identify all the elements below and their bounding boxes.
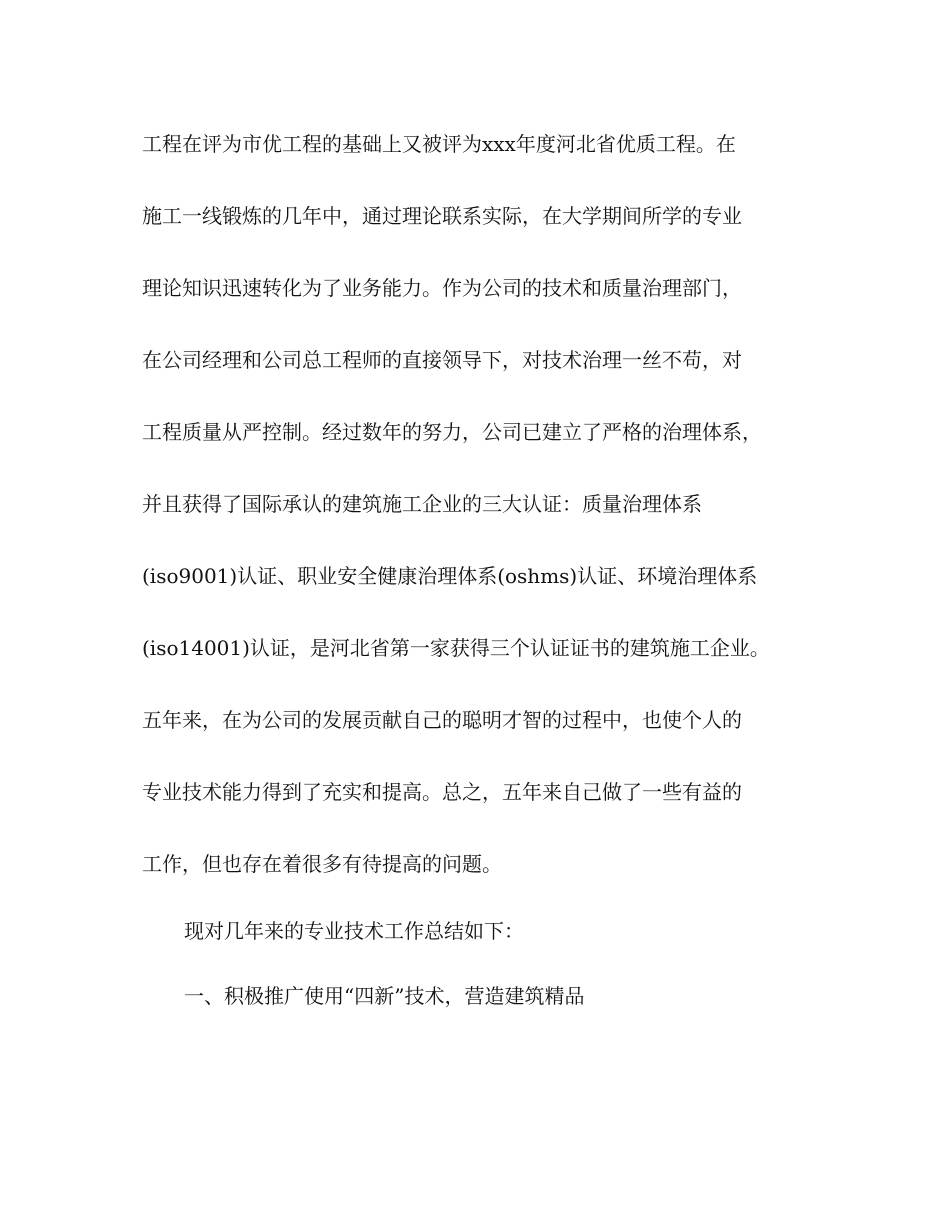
body-line-2: 施工一线锻炼的几年中，通过理论联系实际，在大学期间所学的专业 xyxy=(142,204,742,228)
body-line-8: (iso14001)认证，是河北省第一家获得三个认证证书的建筑施工企业。 xyxy=(142,636,770,660)
body-line-11: 工作，但也存在着很多有待提高的问题。 xyxy=(142,852,502,876)
section-heading: 一、积极推广使用“四新”技术，营造建筑精品 xyxy=(184,984,585,1008)
body-line-9: 五年来，在为公司的发展贡献自己的聪明才智的过程中，也使个人的 xyxy=(142,708,742,732)
body-line-7: (iso9001)认证、职业安全健康治理体系(oshms)认证、环境治理体系 xyxy=(142,564,758,588)
intro-line: 现对几年来的专业技术工作总结如下： xyxy=(184,919,524,943)
body-line-6: 并且获得了国际承认的建筑施工企业的三大认证：质量治理体系 xyxy=(142,492,702,516)
body-line-3: 理论知识迅速转化为了业务能力。作为公司的技术和质量治理部门， xyxy=(142,276,742,300)
body-line-1: 工程在评为市优工程的基础上又被评为xxx年度河北省优质工程。在 xyxy=(142,132,736,156)
body-line-4: 在公司经理和公司总工程师的直接领导下，对技术治理一丝不苟，对 xyxy=(142,348,742,372)
body-line-10: 专业技术能力得到了充实和提高。总之，五年来自己做了一些有益的 xyxy=(142,780,742,804)
body-line-5: 工程质量从严控制。经过数年的努力，公司已建立了严格的治理体系， xyxy=(142,420,762,444)
